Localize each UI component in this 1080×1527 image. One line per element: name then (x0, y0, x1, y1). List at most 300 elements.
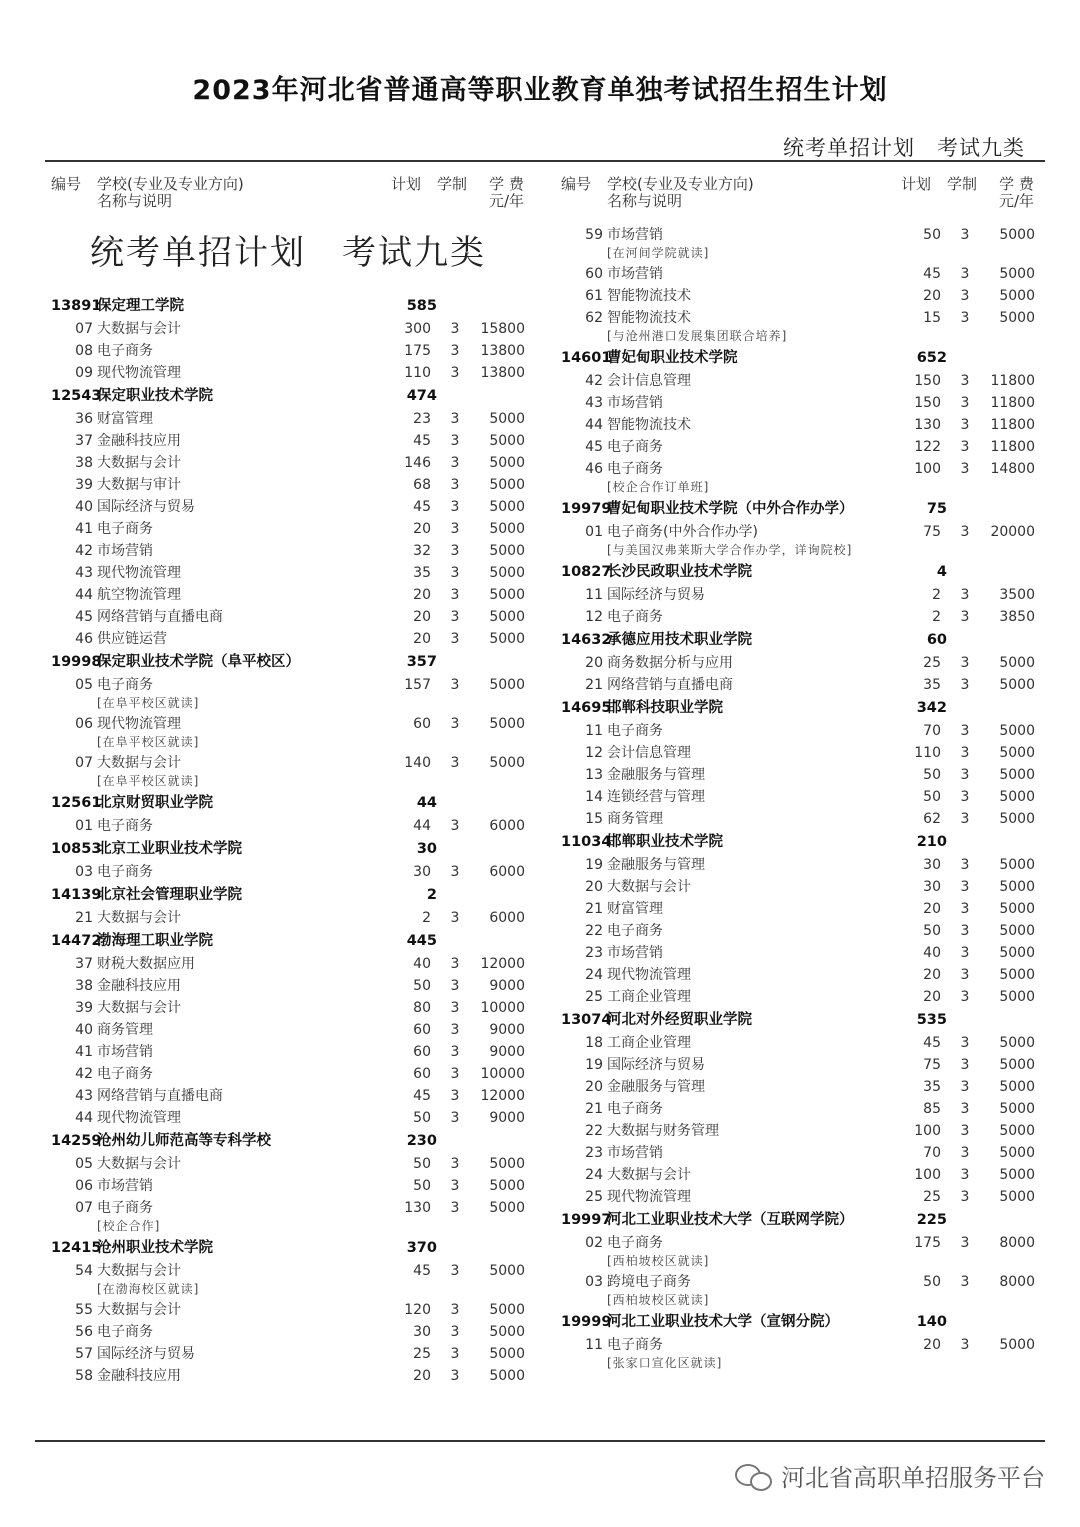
major-code: 21 (585, 1101, 603, 1117)
major-row (45, 1343, 535, 1365)
major-fee: 5000 (999, 1189, 1035, 1205)
major-row (555, 307, 1045, 329)
major-row (555, 1120, 1045, 1142)
major-name: 电子商务 (607, 1101, 663, 1117)
major-fee: 11800 (990, 417, 1035, 433)
major-note-row (555, 1293, 1045, 1310)
major-name: 金融服务与管理 (607, 1079, 705, 1095)
major-years: 3 (960, 1101, 970, 1117)
major-row (555, 942, 1045, 964)
major-code: 45 (585, 439, 603, 455)
major-code: 12 (585, 609, 603, 625)
major-row (555, 263, 1045, 285)
major-fee: 5000 (489, 677, 525, 693)
major-fee: 6000 (489, 910, 525, 926)
major-plan: 140 (404, 755, 431, 771)
major-row (555, 414, 1045, 436)
major-name: 金融服务与管理 (607, 857, 705, 873)
major-code: 55 (75, 1302, 93, 1318)
major-fee: 5000 (489, 521, 525, 537)
major-years: 3 (960, 524, 970, 540)
major-name: 金融科技应用 (97, 433, 181, 449)
major-years: 3 (960, 989, 970, 1005)
school-row (45, 791, 535, 815)
major-plan: 30 (923, 857, 941, 873)
major-code: 11 (585, 587, 603, 603)
major-plan: 60 (413, 716, 431, 732)
major-code: 39 (75, 477, 93, 493)
major-plan: 70 (923, 723, 941, 739)
major-plan: 150 (914, 395, 941, 411)
major-name: 现代物流管理 (607, 1189, 691, 1205)
major-row (555, 764, 1045, 786)
major-years: 3 (450, 1066, 460, 1082)
major-name: 现代物流管理 (607, 967, 691, 983)
major-plan: 150 (914, 373, 941, 389)
major-name: 金融科技应用 (97, 1368, 181, 1384)
school-row (45, 1129, 535, 1153)
major-years: 3 (450, 1178, 460, 1194)
major-note: [在阜平校区就读] (97, 696, 200, 710)
major-row (45, 713, 535, 735)
major-code: 13 (585, 767, 603, 783)
major-note: [在河间学院就读] (607, 246, 710, 260)
major-row (555, 652, 1045, 674)
major-fee: 13800 (480, 343, 525, 359)
major-code: 07 (75, 755, 93, 771)
major-code: 20 (585, 655, 603, 671)
major-code: 38 (75, 455, 93, 471)
major-note-row (555, 329, 1045, 346)
major-plan: 157 (404, 677, 431, 693)
major-row (45, 752, 535, 774)
major-code: 01 (585, 524, 603, 540)
major-name: 网络营销与直播电商 (97, 609, 223, 625)
school-plan-total: 342 (916, 700, 947, 716)
school-plan-total: 30 (416, 841, 437, 857)
major-code: 24 (585, 967, 603, 983)
major-code: 44 (75, 587, 93, 603)
major-plan: 85 (923, 1101, 941, 1117)
major-fee: 5000 (489, 477, 525, 493)
major-code: 03 (75, 864, 93, 880)
major-years: 3 (450, 1022, 460, 1038)
major-name: 国际经济与贸易 (97, 1346, 195, 1362)
school-name: 保定理工学院 (97, 298, 184, 314)
major-row (555, 920, 1045, 942)
major-fee: 5000 (489, 455, 525, 471)
major-fee: 5000 (999, 1079, 1035, 1095)
major-plan: 175 (914, 1235, 941, 1251)
school-code: 14139 (51, 887, 102, 903)
column-header (555, 160, 1045, 222)
major-years: 3 (450, 321, 460, 337)
major-row (555, 720, 1045, 742)
school-name: 长沙民政职业技术学院 (607, 564, 752, 580)
major-years: 3 (450, 587, 460, 603)
major-row (555, 370, 1045, 392)
major-years: 3 (960, 609, 970, 625)
major-row (555, 1186, 1045, 1208)
major-note-row (45, 1282, 535, 1299)
major-fee: 5000 (999, 1145, 1035, 1161)
major-years: 3 (450, 1324, 460, 1340)
major-fee: 5000 (489, 609, 525, 625)
school-row (555, 497, 1045, 521)
major-fee: 5000 (489, 1200, 525, 1216)
major-years: 3 (960, 1123, 970, 1139)
major-code: 20 (585, 1079, 603, 1095)
school-row (555, 830, 1045, 854)
major-code: 25 (585, 1189, 603, 1205)
major-note-row (555, 1356, 1045, 1373)
major-row (45, 1175, 535, 1197)
major-years: 3 (450, 818, 460, 834)
school-plan-total: 652 (916, 350, 947, 366)
major-fee: 5000 (999, 310, 1035, 326)
header-fee-l2: 元/年 (999, 192, 1035, 210)
major-code: 62 (585, 310, 603, 326)
major-name: 市场营销 (97, 543, 153, 559)
major-fee: 9000 (489, 1110, 525, 1126)
major-fee: 5000 (489, 755, 525, 771)
major-years: 3 (960, 1079, 970, 1095)
major-row (45, 496, 535, 518)
major-plan: 50 (923, 767, 941, 783)
major-name: 大数据与会计 (97, 910, 181, 926)
school-code: 14632 (561, 632, 612, 648)
major-fee: 5000 (999, 1167, 1035, 1183)
school-code: 13074 (561, 1012, 612, 1028)
left-rows (45, 294, 535, 1387)
major-row (555, 854, 1045, 876)
major-code: 22 (585, 1123, 603, 1139)
major-name: 电子商务 (607, 609, 663, 625)
major-note-row (555, 246, 1045, 263)
major-note: [校企合作订单班] (607, 480, 710, 494)
watermark-text: 河北省高职单招服务平台 (781, 1464, 1045, 1492)
major-name: 大数据与会计 (97, 321, 181, 337)
school-code: 14259 (51, 1133, 102, 1149)
major-fee: 5000 (489, 433, 525, 449)
major-plan: 122 (914, 439, 941, 455)
school-plan-total: 75 (926, 501, 947, 517)
major-plan: 100 (914, 1167, 941, 1183)
school-code: 19998 (51, 654, 102, 670)
major-name: 智能物流技术 (607, 417, 691, 433)
major-row (45, 1299, 535, 1321)
major-fee: 14800 (990, 461, 1035, 477)
major-name: 智能物流技术 (607, 288, 691, 304)
school-row (45, 837, 535, 861)
school-name: 河北工业职业技术大学（宣钢分院） (607, 1314, 839, 1330)
major-years: 3 (960, 1274, 970, 1290)
major-fee: 5000 (999, 767, 1035, 783)
school-code: 19979 (561, 501, 612, 517)
school-name: 河北工业职业技术大学（互联网学院） (607, 1212, 854, 1228)
major-plan: 20 (413, 587, 431, 603)
major-years: 3 (450, 1263, 460, 1279)
school-plan-total: 230 (406, 1133, 437, 1149)
major-years: 3 (450, 1156, 460, 1172)
major-fee: 10000 (480, 1000, 525, 1016)
major-name: 市场营销 (607, 266, 663, 282)
major-fee: 12000 (480, 956, 525, 972)
major-name: 电子商务 (607, 723, 663, 739)
major-plan: 110 (404, 365, 431, 381)
major-code: 42 (585, 373, 603, 389)
major-years: 3 (960, 677, 970, 693)
major-row (555, 1271, 1045, 1293)
major-plan: 300 (404, 321, 431, 337)
header-plan: 计划 (901, 175, 932, 193)
major-name: 工商企业管理 (607, 989, 691, 1005)
school-code: 14601 (561, 350, 612, 366)
major-years: 3 (450, 455, 460, 471)
major-row (555, 1032, 1045, 1054)
major-plan: 2 (422, 910, 431, 926)
school-code: 13891 (51, 298, 102, 314)
header-fee (999, 176, 1034, 210)
major-years: 3 (450, 1000, 460, 1016)
major-years: 3 (960, 1035, 970, 1051)
school-code: 10853 (51, 841, 102, 857)
major-name: 电子商务 (97, 1200, 153, 1216)
major-name: 电子商务 (607, 1337, 663, 1353)
major-name: 大数据与审计 (97, 477, 181, 493)
school-name: 保定职业技术学院（阜平校区） (97, 654, 300, 670)
major-note: [与沧州港口发展集团联合培养] (607, 329, 788, 343)
major-name: 工商企业管理 (607, 1035, 691, 1051)
major-row (45, 953, 535, 975)
major-row (555, 1142, 1045, 1164)
major-name: 现代物流管理 (97, 1110, 181, 1126)
major-note: [西柏坡校区就读] (607, 1254, 710, 1268)
major-name: 大数据与会计 (97, 455, 181, 471)
school-code: 12543 (51, 388, 102, 404)
major-plan: 44 (413, 818, 431, 834)
major-fee: 5000 (999, 288, 1035, 304)
major-years: 3 (450, 411, 460, 427)
major-code: 22 (585, 923, 603, 939)
school-name: 北京财贸职业学院 (97, 795, 213, 811)
major-code: 38 (75, 978, 93, 994)
major-row (45, 1153, 535, 1175)
major-plan: 60 (413, 1066, 431, 1082)
header-school-l2: 名称与说明 (607, 192, 683, 210)
major-fee: 5000 (999, 745, 1035, 761)
major-years: 3 (960, 945, 970, 961)
major-name: 市场营销 (607, 945, 663, 961)
major-name: 电子商务 (97, 521, 153, 537)
major-plan: 25 (923, 1189, 941, 1205)
major-plan: 68 (413, 477, 431, 493)
school-plan-total: 225 (916, 1212, 947, 1228)
header-fee-l2: 元/年 (489, 192, 525, 210)
major-row (45, 997, 535, 1019)
major-years: 3 (960, 417, 970, 433)
major-code: 60 (585, 266, 603, 282)
major-plan: 100 (914, 461, 941, 477)
major-row (45, 674, 535, 696)
major-name: 国际经济与贸易 (97, 499, 195, 515)
major-years: 3 (960, 723, 970, 739)
major-name: 现代物流管理 (97, 565, 181, 581)
major-name: 网络营销与直播电商 (607, 677, 733, 693)
major-fee: 11800 (990, 373, 1035, 389)
major-row (555, 1334, 1045, 1356)
major-years: 3 (960, 789, 970, 805)
major-fee: 5000 (489, 631, 525, 647)
major-name: 电子商务 (607, 923, 663, 939)
major-years: 3 (450, 433, 460, 449)
major-row (45, 318, 535, 340)
school-row (45, 1236, 535, 1260)
major-code: 44 (585, 417, 603, 433)
major-plan: 120 (404, 1302, 431, 1318)
school-name: 渤海理工职业学院 (97, 933, 213, 949)
major-plan: 175 (404, 343, 431, 359)
major-years: 3 (960, 227, 970, 243)
major-name: 大数据与财务管理 (607, 1123, 719, 1139)
major-row (45, 861, 535, 883)
major-years: 3 (450, 677, 460, 693)
major-name: 网络营销与直播电商 (97, 1088, 223, 1104)
major-fee: 5000 (999, 1101, 1035, 1117)
major-plan: 30 (413, 1324, 431, 1340)
major-fee: 5000 (489, 499, 525, 515)
major-fee: 5000 (489, 1156, 525, 1172)
major-row (555, 1164, 1045, 1186)
major-years: 3 (450, 1200, 460, 1216)
major-fee: 9000 (489, 1044, 525, 1060)
major-years: 3 (450, 755, 460, 771)
major-name: 国际经济与贸易 (607, 1057, 705, 1073)
major-plan: 75 (923, 524, 941, 540)
major-name: 大数据与会计 (97, 1156, 181, 1172)
major-fee: 5000 (489, 411, 525, 427)
major-plan: 2 (932, 587, 941, 603)
major-plan: 45 (413, 433, 431, 449)
major-row (555, 606, 1045, 628)
major-years: 3 (450, 1346, 460, 1362)
major-name: 电子商务 (607, 461, 663, 477)
section-heading: 统考单招计划 考试九类 (90, 233, 486, 273)
major-note: [在阜平校区就读] (97, 735, 200, 749)
major-code: 21 (75, 910, 93, 926)
major-row (45, 1019, 535, 1041)
major-years: 3 (960, 901, 970, 917)
major-name: 市场营销 (97, 1044, 153, 1060)
school-name: 曹妃甸职业技术学院 (607, 350, 738, 366)
school-name: 曹妃甸职业技术学院（中外合作办学） (607, 501, 854, 517)
header-school-l1: 学校(专业及专业方向) (607, 175, 754, 193)
major-years: 3 (450, 956, 460, 972)
major-row (555, 964, 1045, 986)
major-plan: 35 (923, 1079, 941, 1095)
major-code: 37 (75, 433, 93, 449)
major-fee: 5000 (999, 227, 1035, 243)
school-name: 承德应用技术职业学院 (607, 632, 752, 648)
major-name: 大数据与会计 (607, 1167, 691, 1183)
major-note-row (555, 480, 1045, 497)
major-fee: 5000 (999, 789, 1035, 805)
school-plan-total: 4 (936, 564, 947, 580)
major-plan: 45 (413, 499, 431, 515)
major-note: [西柏坡校区就读] (607, 1293, 710, 1307)
major-plan: 40 (923, 945, 941, 961)
major-name: 财富管理 (97, 411, 153, 427)
major-row (45, 408, 535, 430)
major-plan: 50 (413, 1178, 431, 1194)
major-plan: 50 (413, 1110, 431, 1126)
major-name: 电子商务 (97, 818, 153, 834)
major-fee: 5000 (489, 1324, 525, 1340)
major-years: 3 (450, 543, 460, 559)
major-row (555, 898, 1045, 920)
school-plan-total: 370 (406, 1240, 437, 1256)
school-name: 保定职业技术学院 (97, 388, 213, 404)
major-row (555, 521, 1045, 543)
major-name: 财税大数据应用 (97, 956, 195, 972)
major-code: 44 (75, 1110, 93, 1126)
major-row (45, 1260, 535, 1282)
major-row (555, 876, 1045, 898)
major-years: 3 (960, 439, 970, 455)
major-plan: 15 (923, 310, 941, 326)
major-fee: 5000 (489, 1302, 525, 1318)
major-row (555, 1076, 1045, 1098)
major-plan: 2 (932, 609, 941, 625)
school-code: 10827 (561, 564, 612, 580)
major-plan: 35 (923, 677, 941, 693)
major-code: 20 (585, 879, 603, 895)
major-row (45, 1041, 535, 1063)
major-row (555, 674, 1045, 696)
major-fee: 5000 (489, 716, 525, 732)
major-code: 05 (75, 1156, 93, 1172)
school-plan-total: 60 (926, 632, 947, 648)
header-school-l2: 名称与说明 (97, 192, 173, 210)
major-years: 3 (450, 499, 460, 515)
major-name: 会计信息管理 (607, 745, 691, 761)
major-fee: 9000 (489, 978, 525, 994)
major-plan: 70 (923, 1145, 941, 1161)
major-note: [在渤海校区就读] (97, 1282, 200, 1296)
school-plan-total: 445 (406, 933, 437, 949)
major-plan: 50 (923, 923, 941, 939)
school-row (45, 650, 535, 674)
major-row (555, 808, 1045, 830)
major-name: 大数据与会计 (97, 1263, 181, 1279)
major-fee: 3500 (999, 587, 1035, 603)
major-fee: 5000 (489, 587, 525, 603)
major-note-row (45, 696, 535, 713)
school-name: 北京工业职业技术学院 (97, 841, 242, 857)
school-name: 沧州幼儿师范高等专科学校 (97, 1133, 271, 1149)
major-plan: 20 (923, 288, 941, 304)
major-name: 市场营销 (607, 395, 663, 411)
major-plan: 45 (923, 266, 941, 282)
major-code: 14 (585, 789, 603, 805)
major-code: 02 (585, 1235, 603, 1251)
major-fee: 15800 (480, 321, 525, 337)
header-school (607, 176, 754, 210)
major-row (45, 430, 535, 452)
bottom-rule (35, 1440, 1045, 1442)
school-row (555, 1310, 1045, 1334)
major-fee: 5000 (999, 923, 1035, 939)
